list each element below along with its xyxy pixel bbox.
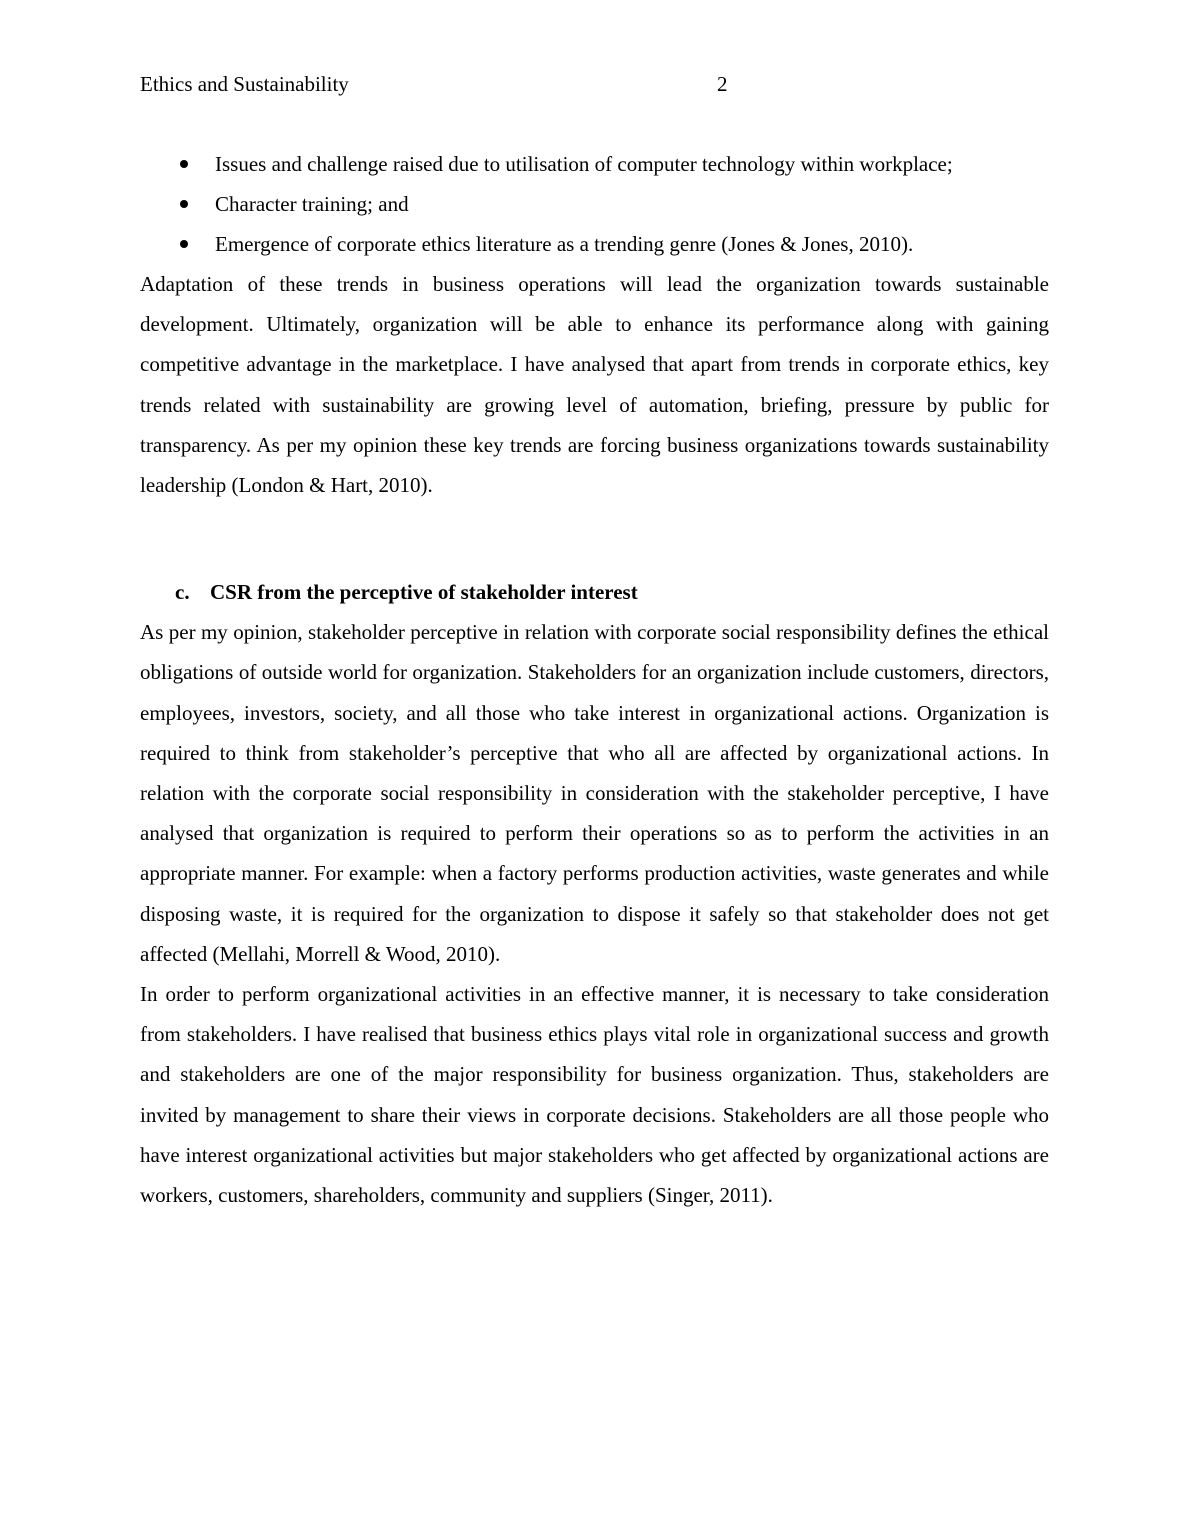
paragraph-stakeholder-perceptive: As per my opinion, stakeholder perceptive in relation with corporate social responsibility defines the ethical obligations of outside world for organization. Stakeholders for an organization include customers, directors, employees, investors, society, and all those who take interest in organizational actions. Organization is required to think from stakeholder’s perceptive that who all are affected by organizational actions. In relation with the corporate social responsibility in consideration with the stakeholder perceptive, I have analysed that organization is required to perform their operations so as to perform the activities in an appropriate manner. For example: when a factory performs production activities, waste generates and while disposing waste, it is required for the organization to dispose it safely so that stakeholder does not get affected (Mellahi, Morrell & Wood, 2010). bbox=[140, 620, 1049, 966]
bullet-item bbox=[140, 184, 1049, 224]
page-header bbox=[140, 70, 1049, 98]
section-heading-text: CSR from the perceptive of stakeholder interest bbox=[210, 580, 638, 605]
bullet-text: Emergence of corporate ethics literature as a trending genre (Jones & Jones, 2010). bbox=[215, 232, 914, 256]
bullet-item bbox=[140, 144, 1049, 184]
header-title: Ethics and Sustainability bbox=[140, 72, 349, 96]
paragraph-stakeholder-consideration: In order to perform organizational activities in an effective manner, it is necessary to take consideration from stakeholders. I have realised that business ethics plays vital role in organizational success and growth and stakeholders are one of the major responsibility for business organization. Thus, stakeholders are invited by management to share their views in corporate decisions. Stakeholders are all those people who have interest organizational activities but major stakeholders who get affected by organizational actions are workers, customers, shareholders, community and suppliers (Singer, 2011). bbox=[140, 982, 1049, 1208]
page-number: 2 bbox=[717, 72, 728, 96]
bullet-icon bbox=[180, 240, 188, 248]
bullet-text: Issues and challenge raised due to utilisation of computer technology within workplace; bbox=[215, 152, 953, 176]
document-body bbox=[140, 144, 1049, 1215]
paragraph-trends: Adaptation of these trends in business operations will lead the organization towards sustainable development. Ultimately, organization will be able to enhance its performance along with gaining competitive advantage in the marketplace. I have analysed that apart from trends in corporate ethics, key trends related with sustainability are growing level of automation, briefing, pressure by public for transparency. As per my opinion these key trends are forcing business organizations towards sustainability leadership (London & Hart, 2010). bbox=[140, 272, 1049, 498]
section-marker: c. bbox=[175, 580, 190, 605]
bullet-text: Character training; and bbox=[215, 192, 409, 216]
bullet-list bbox=[140, 144, 1049, 264]
bullet-icon bbox=[180, 200, 188, 208]
bullet-item bbox=[140, 224, 1049, 264]
bullet-icon bbox=[180, 160, 188, 168]
section-heading bbox=[140, 572, 1049, 612]
